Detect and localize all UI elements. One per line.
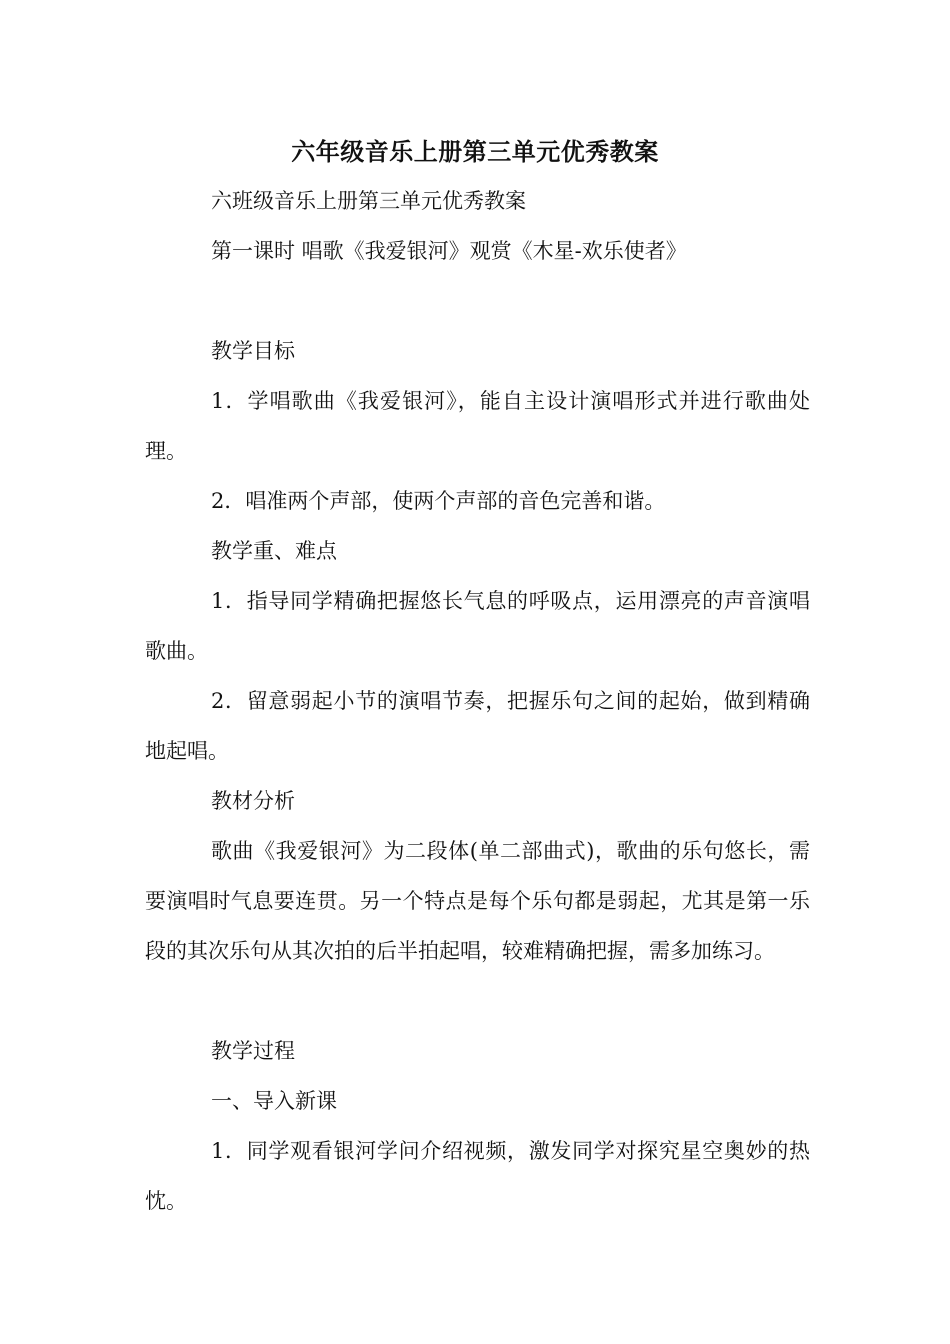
- key-point-item-1: 1．指导同学精确把握悠长气息的呼吸点，运用漂亮的声音演唱歌曲。: [145, 589, 810, 663]
- lesson-heading: 第一课时 唱歌《我爱银河》观赏《木星-欢乐使者》: [211, 239, 687, 263]
- section-heading-process: 教学过程: [211, 1039, 295, 1063]
- objective-item-1: 1．学唱歌曲《我爱银河》，能自主设计演唱形式并进行歌曲处理。: [145, 389, 810, 463]
- section-heading-key-points: 教学重、难点: [211, 539, 337, 563]
- material-analysis-paragraph: 歌曲《我爱银河》为二段体(单二部曲式)，歌曲的乐句悠长，需要演唱时气息要连贯。另一个特点是每个乐句都是弱起，尤其是第一乐段的其次乐句从其次拍的后半拍起唱，较难精确把握，需多加练习。: [145, 839, 810, 963]
- subtitle-paragraph: 六班级音乐上册第三单元优秀教案: [211, 189, 526, 213]
- process-item-1: 1．同学观看银河学问介绍视频，激发同学对探究星空奥妙的热忱。: [145, 1139, 810, 1213]
- section-heading-material-analysis: 教材分析: [211, 789, 295, 813]
- objective-item-2: 2．唱准两个声部，使两个声部的音色完善和谐。: [211, 489, 666, 513]
- key-point-item-2: 2．留意弱起小节的演唱节奏，把握乐句之间的起始，做到精确地起唱。: [145, 689, 810, 763]
- section-heading-objectives: 教学目标: [211, 339, 295, 363]
- document-title: 六年级音乐上册第三单元优秀教案: [291, 138, 659, 166]
- process-step-heading: 一、导入新课: [211, 1089, 337, 1113]
